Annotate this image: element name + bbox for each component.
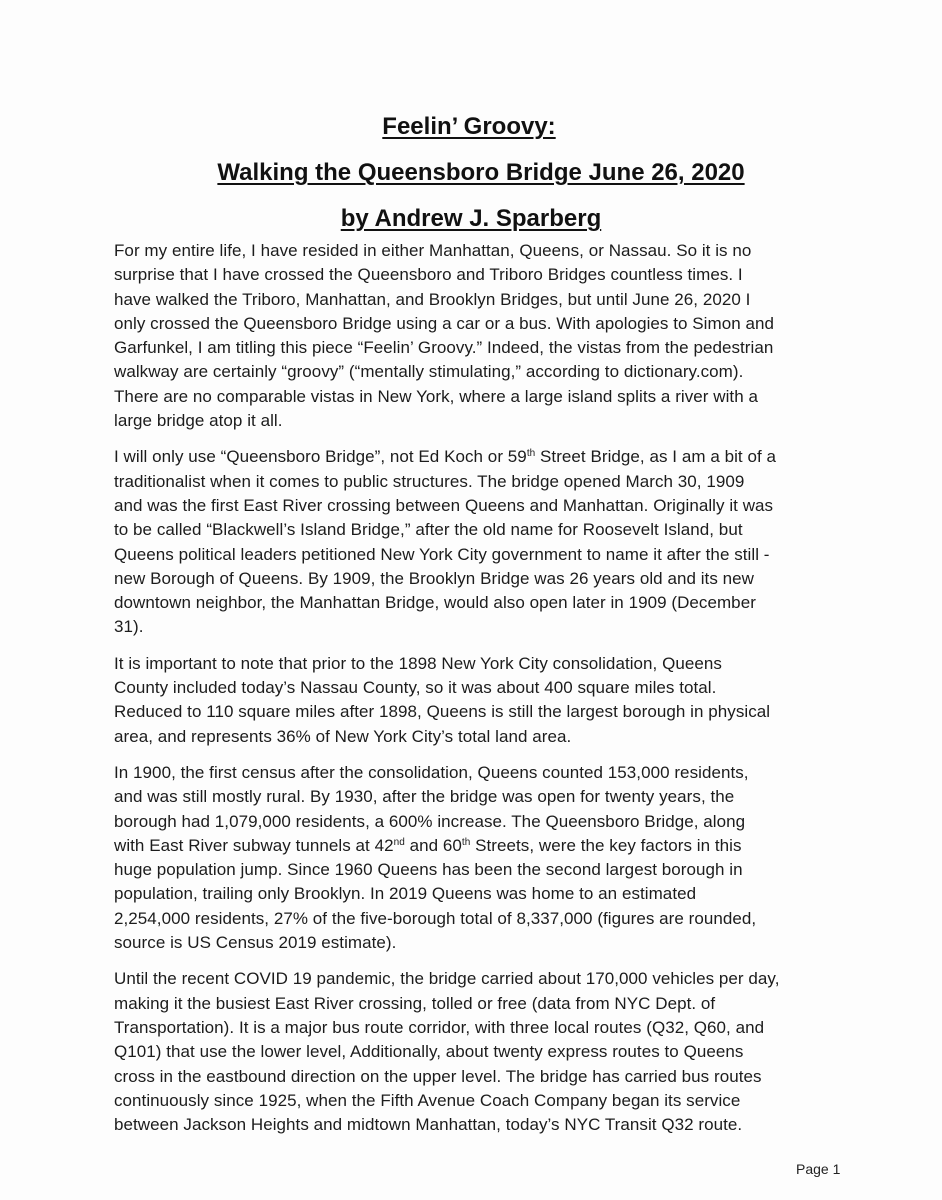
text-line: Reduced to 110 square miles after 1898, Queens is still the largest borough in physical [114,702,771,722]
text-line: Transportation). It is a major bus route corridor, with three local routes (Q32, Q60, and [114,1017,765,1037]
paragraph-5 [114,967,844,1137]
superscript: th [461,836,471,848]
text-line: In 1900, the first census after the consolidation, Queens counted 153,000 residents, [114,762,749,782]
text-line: Q101) that use the lower level, Additionally, about twenty express routes to Queens [114,1042,744,1062]
title-subheading: Walking the Queensboro Bridge June 26, 2020 [217,159,745,186]
text-line: between Jackson Heights and midtown Manhattan, today’s NYC Transit Q32 route. [114,1115,743,1135]
paragraph-3 [114,652,844,749]
text-line: For my entire life, I have resided in either Manhattan, Queens, or Nassau. So it is no [114,241,752,260]
text-segment: Street Bridge, as I am a bit of a [535,447,777,467]
text-line: continuously since 1925, when the Fifth Avenue Coach Company began its service [114,1090,741,1110]
text-line: It is important to note that prior to the 1898 New York City consolidation, Queens [114,653,722,673]
text-line: borough had 1,079,000 residents, a 600% increase. The Queensboro Bridge, along [114,811,746,831]
text-line: There are no comparable vistas in New York, where a large island splits a river with a [114,386,758,406]
text-line: surprise that I have crossed the Queensboro and Triboro Bridges countless times. I [114,265,743,285]
text-line: and was still mostly rural. By 1930, after the bridge was open for twenty years, the [114,787,735,807]
text-line: making it the busiest East River crossing, tolled or free (data from NYC Dept. of [114,993,716,1013]
text-line: have walked the Triboro, Manhattan, and Brooklyn Bridges, but until June 26, 2020 I [114,289,751,309]
text-line: 2,254,000 residents, 27% of the five-borough total of 8,337,000 (figures are rounded, [114,908,757,928]
paragraph-2 [114,445,844,639]
title-block [0,104,942,242]
text-line: huge population jump. Since 1960 Queens has been the second largest borough in [114,860,743,880]
text-line: to be called “Blackwell’s Island Bridge,” after the old name for Roosevelt Island, but [114,520,743,540]
text-segment: with East River subway tunnels at 42 [114,835,394,855]
paragraph-1 [114,239,844,433]
text-line: large bridge atop it all. [114,411,283,431]
text-line: source is US Census 2019 estimate). [114,933,397,953]
text-line [114,445,844,469]
text-line: new Borough of Queens. By 1909, the Brooklyn Bridge was 26 years old and its new [114,568,754,588]
superscript: th [526,448,536,460]
paragraph-4 [114,761,844,955]
text-line [114,834,844,858]
author-byline: by Andrew J. Sparberg [340,205,602,232]
text-line: area, and represents 36% of New York City’s total land area. [114,726,572,746]
text-line: traditionalist when it comes to public structures. The bridge opened March 30, 1909 [114,471,745,491]
text-line: cross in the eastbound direction on the upper level. The bridge has carried bus routes [114,1066,762,1086]
text-line: Until the recent COVID 19 pandemic, the bridge carried about 170,000 vehicles per day, [114,969,780,989]
text-line: population, trailing only Brooklyn. In 2019 Queens was home to an estimated [114,884,697,904]
superscript: nd [393,836,405,848]
text-line: walkway are certainly “groovy” (“mentally stimulating,” according to dictionary.com). [114,362,744,382]
text-segment: Streets, were the key factors in this [470,835,742,855]
article-body [114,239,844,1149]
text-line: downtown neighbor, the Manhattan Bridge, would also open later in 1909 (December [114,593,756,613]
text-line: 31). [114,617,144,637]
text-line: and was the first East River crossing between Queens and Manhattan. Originally it was [114,495,774,515]
text-segment: and 60 [404,835,462,855]
page-number: Page 1 [796,1161,841,1177]
text-segment: I will only use “Queensboro Bridge”, not Ed Koch or 59 [114,447,527,467]
text-line: County included today’s Nassau County, so it was about 400 square miles total. [114,678,717,698]
text-line: Garfunkel, I am titling this piece “Feelin’ Groovy.” Indeed, the vistas from the pedestrian [114,338,774,358]
title-heading: Feelin’ Groovy: [382,113,556,140]
text-line: Queens political leaders petitioned New York City government to name it after the still - [114,544,770,564]
text-line: only crossed the Queensboro Bridge using a car or a bus. With apologies to Simon and [114,313,775,333]
